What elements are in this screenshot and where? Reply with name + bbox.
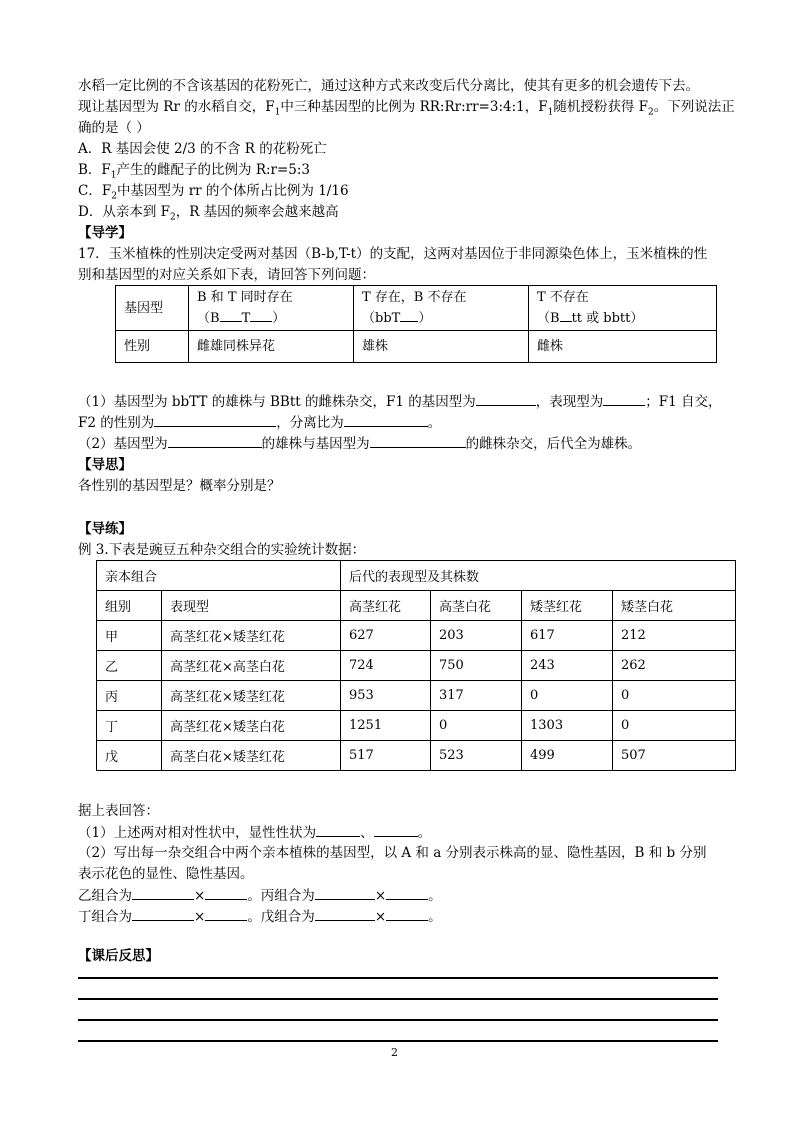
t1-not-b	[537, 307, 708, 328]
times-sign: ×	[374, 888, 387, 904]
cell: 953	[341, 681, 431, 711]
answer-1b: 、	[360, 825, 374, 841]
t2-col-short-red: 矮茎红花	[522, 591, 613, 621]
q17-s1a: （1）基因型为 bbTT 的雄株与 BBtt 的雌株杂交，F1 的基因型为	[78, 394, 476, 410]
table-row	[97, 651, 736, 681]
t2-col-tall-white: 高茎白花	[431, 591, 522, 621]
t1-bt-b-mid: T	[241, 311, 251, 326]
answer-blank[interactable]	[344, 412, 428, 427]
answer-blank[interactable]	[386, 906, 428, 921]
t1-bt-a: B 和 T 同时存在	[197, 290, 293, 305]
cell: 乙	[97, 651, 162, 681]
sub-1: 1	[274, 107, 281, 118]
cell: 499	[522, 741, 613, 771]
t1-not-b-pre: （B	[537, 311, 560, 326]
answer-wu: 。戊组合为	[247, 909, 315, 925]
writing-line[interactable]	[78, 977, 718, 979]
daosi-question: 各性别的基因型是？概率分别是？	[78, 478, 281, 494]
cell: 高茎红花×矮茎白花	[162, 711, 341, 741]
t1-t-a: T 存在，B 不存在	[362, 290, 467, 305]
t1-t-b-post: ）	[418, 311, 432, 326]
example-3: 例 3.下表是豌豆五种杂交组合的实验统计数据：	[78, 542, 366, 558]
period: 。	[428, 909, 442, 925]
q17-s2b: 的雄株与基因型为	[261, 436, 370, 452]
t1-t-b-pre: （bbT	[362, 311, 401, 326]
answer-blank[interactable]	[386, 885, 428, 900]
times-sign: ×	[374, 909, 387, 925]
q17-sub-1	[78, 391, 722, 413]
cell: 212	[613, 621, 736, 651]
cell: 0	[431, 711, 522, 741]
cell: 523	[431, 741, 522, 771]
cell: 627	[341, 621, 431, 651]
q17-s1f: 。	[427, 415, 442, 431]
writing-line[interactable]	[78, 998, 718, 1000]
cell: 戊	[97, 741, 162, 771]
t2-col-tall-red: 高茎红花	[341, 591, 431, 621]
table-row	[97, 711, 736, 741]
answer-1	[78, 822, 431, 844]
intro-line-2d: 。下列说法正	[653, 99, 735, 115]
option-a: A．R 基因会使 2/3 的不含 R 的花粉死亡	[78, 141, 327, 157]
t1-header-bt	[189, 286, 354, 331]
cell: 丁	[97, 711, 162, 741]
t2-col-short-white: 矮茎白花	[613, 591, 736, 621]
cell: 丙	[97, 681, 162, 711]
q17-s2a: （2）基因型为	[78, 436, 168, 452]
intro-line-1: 水稻一定比例的不含该基因的花粉死亡，通过这种方式来改变后代分离比，使其有更多的机会遗传下去。	[78, 78, 699, 94]
answer-blank[interactable]	[168, 433, 262, 448]
cell: 0	[613, 681, 736, 711]
answer-1c: 。	[417, 825, 432, 841]
table-row	[97, 621, 736, 651]
writing-line[interactable]	[78, 1040, 718, 1042]
t1-bt-b	[197, 307, 345, 328]
t1-male: 雄株	[354, 331, 529, 363]
t2-col-phenotype: 表现型	[162, 591, 341, 621]
section-daolian: 【导练】	[78, 521, 132, 537]
answer-blank[interactable]	[315, 906, 375, 921]
q17-s1b: ，表现型为	[535, 394, 604, 410]
cell: 203	[431, 621, 522, 651]
intro-line-2b: 中三种基因型的比例为 RR:Rr:rr=3:4:1，F	[280, 99, 548, 115]
answer-blank[interactable]	[132, 885, 194, 900]
blank[interactable]	[250, 307, 272, 322]
cell: 0	[613, 711, 736, 741]
blank[interactable]	[220, 307, 242, 322]
option-d-sub: 2	[169, 212, 176, 223]
q17-s1d: F2 的性别为	[78, 415, 155, 431]
table-row	[97, 741, 736, 771]
table-row	[97, 681, 736, 711]
cell: 高茎红花×高茎白花	[162, 651, 341, 681]
option-c-sub: 2	[111, 191, 117, 202]
cell: 1251	[341, 711, 431, 741]
answer-blank[interactable]	[374, 822, 418, 837]
times-sign: ×	[194, 888, 206, 904]
q17-s1e: ，分离比为	[276, 415, 344, 431]
answer-blank[interactable]	[132, 906, 194, 921]
option-b-pre: B．F	[78, 162, 111, 178]
cell: 1303	[522, 711, 613, 741]
answer-blank[interactable]	[476, 391, 536, 406]
t2-col-group: 组别	[97, 591, 162, 621]
t1-header-genotype: 基因型	[116, 286, 189, 331]
answers-intro: 据上表回答：	[78, 803, 159, 819]
answer-blank[interactable]	[316, 822, 360, 837]
answer-blank[interactable]	[205, 885, 247, 900]
cell: 517	[341, 741, 431, 771]
t1-not-b-mid: tt 或 bbtt）	[571, 311, 644, 326]
section-daoxue: 【导学】	[78, 225, 132, 241]
answer-blank[interactable]	[205, 906, 247, 921]
q17-s1c: ；F1 自交，	[645, 394, 722, 410]
cell: 317	[431, 681, 522, 711]
t1-bt-b-pre: （B	[197, 311, 220, 326]
answer-blank[interactable]	[603, 391, 645, 406]
answer-2: （2）写出每一杂交组合中两个亲本植株的基因型，以 A 和 a 分别表示株高的显、隐性基因，B 和 b 分别	[78, 845, 707, 861]
intro-line-2c: 随机授粉获得 F	[553, 99, 649, 115]
t1-bt-b-post: ）	[272, 311, 286, 326]
cell: 750	[431, 651, 522, 681]
cell: 0	[522, 681, 613, 711]
sub-1b: 1	[547, 107, 554, 118]
cell: 617	[522, 621, 613, 651]
answer-2-cont: 表示花色的显性、隐性基因。	[78, 866, 254, 882]
t1-monoecious: 雌雄同株异花	[189, 331, 354, 363]
intro-line-2	[78, 97, 735, 124]
t1-female: 雌株	[529, 331, 717, 363]
answer-ding-wu	[78, 906, 442, 928]
cell: 高茎红花×矮茎红花	[162, 681, 341, 711]
q17-line-1: 17．玉米植株的性别决定受两对基因（B-b,T-t）的支配，这两对基因位于非同源染色体上，玉米植株的性	[78, 246, 708, 262]
t2-header-parent: 亲本组合	[97, 561, 341, 591]
q17-sub-2	[78, 433, 641, 455]
times-sign: ×	[194, 909, 206, 925]
cell: 724	[341, 651, 431, 681]
writing-line[interactable]	[78, 1019, 718, 1021]
genotype-table	[115, 285, 717, 363]
answer-yi: 乙组合为	[78, 888, 132, 904]
option-d-pre: D．从亲本到 F	[78, 204, 170, 220]
cell: 262	[613, 651, 736, 681]
cross-data-table	[96, 560, 736, 771]
blank[interactable]	[560, 307, 572, 322]
answer-blank[interactable]	[370, 433, 466, 448]
q17-s2c: 的雌株杂交，后代全为雄株。	[465, 436, 642, 452]
t1-header-no-t	[529, 286, 717, 331]
option-c-post: 中基因型为 rr 的个体所占比例为 1/16	[116, 183, 349, 199]
t2-header-offspring: 后代的表现型及其株数	[341, 561, 736, 591]
answer-blank[interactable]	[315, 885, 375, 900]
section-kehou: 【课后反思】	[78, 948, 159, 964]
t1-row-sex: 性别	[116, 331, 189, 363]
cell: 高茎白花×矮茎红花	[162, 741, 341, 771]
cell: 甲	[97, 621, 162, 651]
option-b-sub: 1	[110, 170, 117, 181]
sub-2: 2	[648, 107, 654, 118]
option-c-pre: C．F	[78, 183, 112, 199]
cell: 243	[522, 651, 613, 681]
intro-line-3: 确的是（ ）	[78, 120, 150, 136]
q17-line-2: 别和基因型的对应关系如下表，请回答下列问题：	[78, 267, 375, 283]
answer-1a: （1）上述两对相对性状中，显性性状为	[78, 825, 317, 841]
cell: 507	[613, 741, 736, 771]
blank[interactable]	[400, 307, 418, 322]
t1-t-b	[362, 307, 520, 328]
page-number: 2	[391, 1046, 398, 1059]
period: 。	[428, 888, 442, 904]
section-daosi: 【导思】	[78, 457, 132, 473]
answer-ding: 丁组合为	[78, 909, 132, 925]
q17-sub-1-cont	[78, 412, 441, 434]
intro-line-2a: 现让基因型为 Rr 的水稻自交，F	[78, 99, 275, 115]
answer-bing: 。丙组合为	[247, 888, 315, 904]
option-d-post: ，R 基因的频率会越来越高	[175, 204, 339, 220]
cell: 高茎红花×矮茎红花	[162, 621, 341, 651]
answer-blank[interactable]	[154, 412, 276, 427]
option-b-post: 产生的雌配子的比例为 R:r=5:3	[116, 162, 311, 178]
answer-yi-bing	[78, 885, 442, 907]
t1-not-a: T 不存在	[537, 290, 589, 305]
t1-header-t-only	[354, 286, 529, 331]
